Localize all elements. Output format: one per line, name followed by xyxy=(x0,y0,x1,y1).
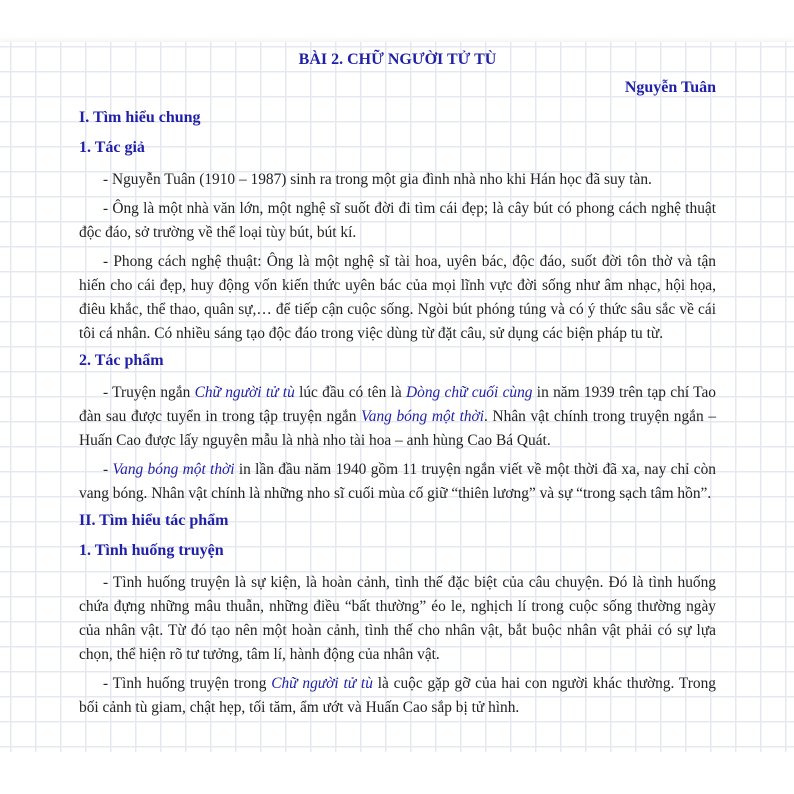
paragraph-situation-definition: - Tình huống truyện là sự kiện, là hoàn cảnh, tình thế đặc biệt của câu chuyện. Đó là tình huống chứa đựng những mâu thuẫn, những điều “bất thường” éo le, nghịch lí trong cuộc sống thường ngày của nhân vật. Từ đó tạo nên một hoàn cảnh, tình thế cho nhân vật, bắt buộc nhân vật phải có sự lựa chọn, thể hiện rõ tư tưởng, tâm lí, hành động của nhân vật. xyxy=(79,574,716,663)
text-run: lúc đầu có tên là xyxy=(294,384,407,401)
text-run: - Tình huống truyện trong xyxy=(103,675,272,692)
paragraph-work-collection xyxy=(79,458,716,506)
work-title: Chữ người tử tù xyxy=(194,384,295,401)
work-title: Chữ người tử tù xyxy=(271,675,373,692)
section-heading-analysis: II. Tìm hiểu tác phẩm xyxy=(79,512,229,529)
paragraph-situation-story xyxy=(79,672,716,720)
section-heading-intro: I. Tìm hiểu chung xyxy=(79,109,201,126)
work-title: Vang bóng một thời xyxy=(112,461,235,478)
work-title: Vang bóng một thời xyxy=(361,408,485,425)
document-title: BÀI 2. CHỮ NGƯỜI TỬ TÙ xyxy=(298,51,497,68)
subsection-heading-work: 2. Tác phẩm xyxy=(79,352,164,369)
text-run: - Truyện ngắn xyxy=(103,384,195,401)
document-page xyxy=(0,42,794,752)
paragraph-work-origin xyxy=(79,381,716,453)
document-content xyxy=(79,50,716,725)
paragraph-author-birth: - Nguyễn Tuân (1910 – 1987) sinh ra trong một gia đình nhà nho khi Hán học đã suy tàn. xyxy=(103,171,652,188)
paragraph-author-style: - Phong cách nghệ thuật: Ông là một nghệ sĩ tài hoa, uyên bác, độc đáo, suốt đời tôn thờ và tận hiến cho cái đẹp, huy động vốn kiến thức uyên bác của mọi lĩnh vực đời sống như âm nhạc, hội họa, điêu khắc, thể thao, quân sự,… để tiếp cận cuộc sống. Ngòi bút phóng túng và có ý thức sâu sắc về cái tôi cá nhân. Có nhiều sáng tạo độc đáo trong việc dùng từ đặt câu, sử dụng các biện pháp tu từ. xyxy=(79,253,716,342)
paragraph-author-career: - Ông là một nhà văn lớn, một nghệ sĩ suốt đời đi tìm cái đẹp; là cây bút có phong cách nghệ thuật độc đáo, sở trường về thể loại tùy bút, bút kí. xyxy=(79,200,716,241)
text-run: - xyxy=(103,461,113,478)
text-run: là cuộc gặp gỡ của hai con người khác thường. Trong bối cảnh tù giam, chật hẹp, tối tăm, ẩm ướt và Huấn Cao sắp bị tử hình. xyxy=(79,675,717,716)
author-name: Nguyễn Tuân xyxy=(624,79,716,96)
text-run: in năm 1939 trên tạp chí Tao đàn sau được tuyển in trong tập truyện ngắn xyxy=(79,384,716,425)
text-run: in lần đầu năm 1940 gồm 11 truyện ngắn viết về một thời đã xa, nay chỉ còn vang bóng. Nhân vật chính là những nho sĩ cuối mùa cố giữ “thiên lương” và sự “trong sạch tâm hồn”. xyxy=(79,461,716,502)
subsection-heading-situation: 1. Tình huống truyện xyxy=(79,542,224,559)
work-title: Dòng chữ cuối cùng xyxy=(406,384,533,401)
subsection-heading-author: 1. Tác giả xyxy=(79,139,145,156)
text-run: . Nhân vật chính trong truyện ngắn – Huấn Cao được lấy nguyên mẫu là nhà nho tài hoa – anh hùng Cao Bá Quát. xyxy=(79,408,717,449)
